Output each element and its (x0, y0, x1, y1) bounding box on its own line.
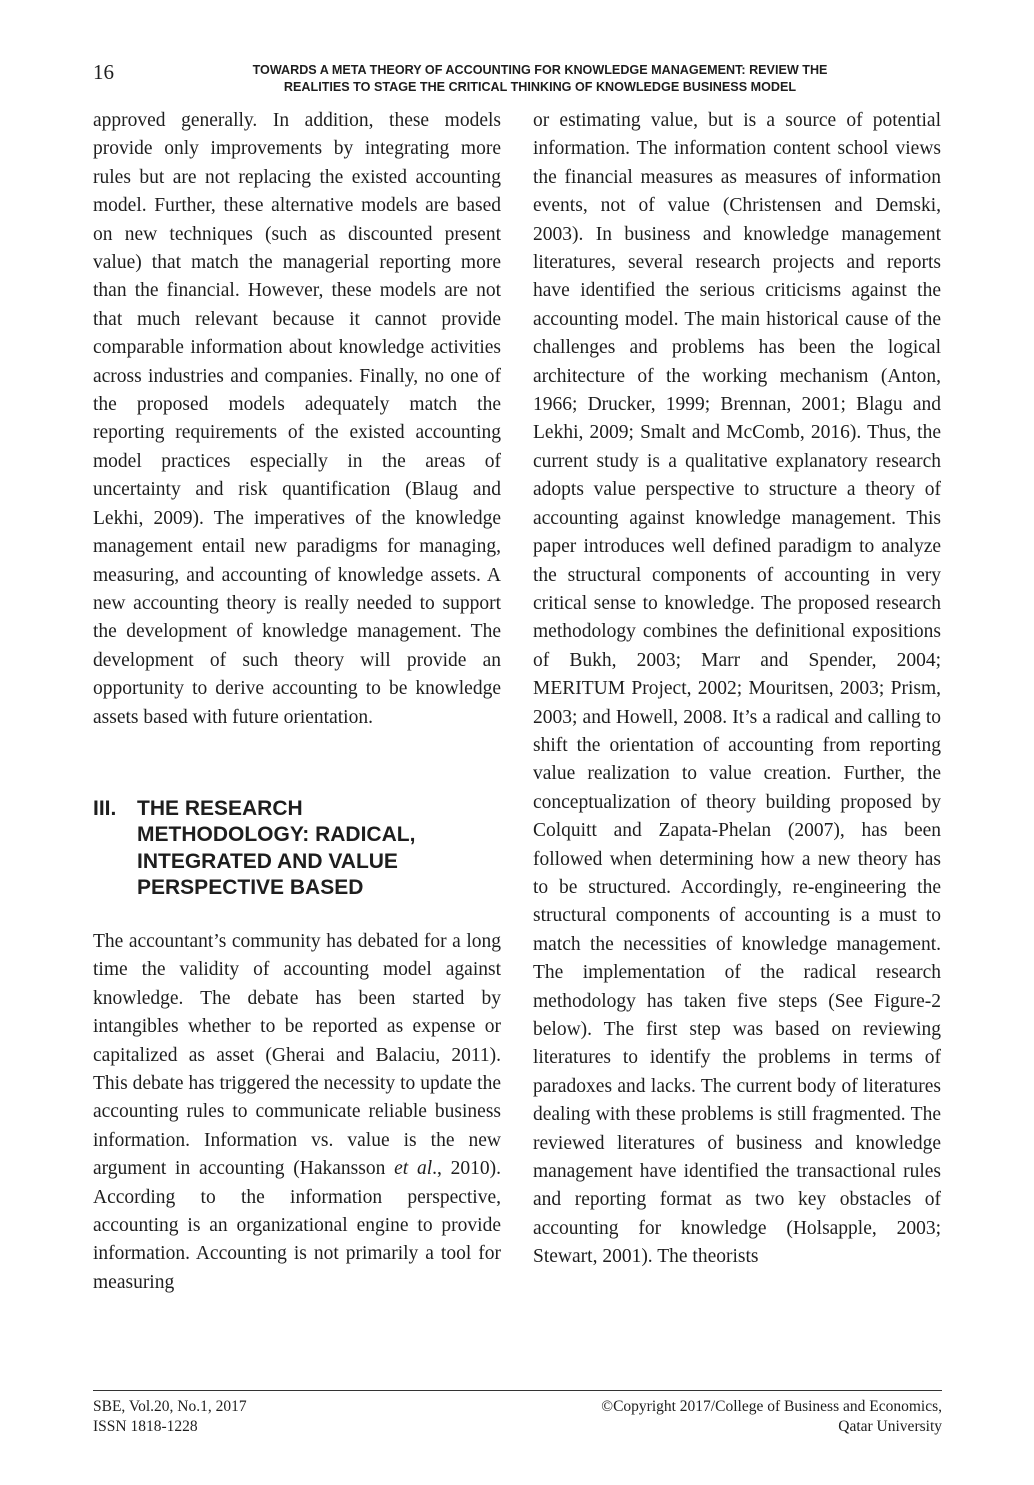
footer-divider (93, 1390, 942, 1391)
footer-university: Qatar University (838, 1418, 942, 1435)
section-heading (93, 796, 501, 902)
right-column (533, 107, 941, 1272)
section-heading-text-1: THE RESEARCH (137, 796, 303, 820)
running-title-line-2: REALITIES TO STAGE THE CRITICAL THINKING OF KNOWLEDGE BUSINESS MODEL (283, 80, 797, 94)
running-title-line-1: TOWARDS A META THEORY OF ACCOUNTING FOR KNOWLEDGE MANAGEMENT: REVIEW THE (252, 63, 828, 77)
left-paragraph-2-part-1: The accountant’s community has debated for a long time the validity of accounting model against knowledge. The debate has been started by intangibles whether to be reported as expense or capitalized as asset (Gherai and Balaciu, 2011). This debate has triggered the necessity to update the accounting rules to communicate reliable business information. Information vs. value is the new argument in accounting (Hakansson (93, 930, 501, 1180)
section-heading-line-4: PERSPECTIVE BASED (137, 876, 364, 900)
left-paragraph-2 (93, 928, 501, 1297)
left-column (93, 107, 501, 1297)
section-heading-line-2: METHODOLOGY: RADICAL, (137, 823, 416, 847)
footer-copyright-info (601, 1397, 942, 1437)
left-paragraph-2-part-2: ., 2010). According to the information perspective, accounting is an organizational engine to provide information. Accounting is not primarily a tool for measuring (93, 1158, 501, 1293)
citation-et-al: et al (394, 1158, 433, 1180)
section-number: III. (93, 796, 117, 820)
section-heading-line-3: INTEGRATED AND VALUE (137, 849, 398, 873)
footer-journal-info (93, 1397, 247, 1437)
page-number: 16 (93, 60, 114, 84)
right-paragraph-1: or estimating value, but is a source of potential information. The information content school views the financial measures as measures of information events, not of value (Christensen and Demski, 2003). In business and knowledge management literatures, several research projects and reports have identified the serious criticisms against the accounting model. The main historical cause of the challenges and problems has been the logical architecture of the working mechanism (Anton, 1966; Drucker, 1999; Brennan, 2001; Blagu and Lekhi, 2009; Smalt and McComb, 2016). Thus, the current study is a qualitative explanatory research adopts value perspective to structure a theory of accounting against knowledge management. This paper introduces well defined paradigm to analyze the structural components of accounting in very critical sense to knowledge. The proposed research methodology combines the definitional expositions of Bukh, 2003; Marr and Spender, 2004; MERITUM Project, 2002; Mouritsen, 2003; Prism, 2003; and Howell, 2008. It’s a radical and calling to shift the orientation of accounting from reporting value realization to value creation. Further, the conceptualization of theory building proposed by Colquitt and Zapata-Phelan (2007), has been followed when determining how a new theory has to be structured. Accordingly, re-engineering the structural components of accounting is a must to match the necessities of knowledge management. The implementation of the radical research methodology has taken five steps (See Figure-2 below). The first step was based on reviewing literatures to identify the problems in terms of paradoxes and lacks. The current body of literatures dealing with these problems is still fragmented. The reviewed literatures of business and knowledge management have identified the transactional rules and reporting format as two key obstacles of accounting for knowledge (Holsapple, 2003; Stewart, 2001). The theorists (533, 110, 941, 1268)
footer-copyright: ©Copyright 2017/College of Business and Economics, (601, 1398, 942, 1415)
running-title (120, 62, 960, 96)
footer-journal: SBE, Vol.20, No.1, 2017 (93, 1398, 247, 1415)
left-paragraph-1: approved generally. In addition, these models provide only improvements by integrating more rules but are not replacing the existed accounting model. Further, these alternative models are based on new techniques (such as discounted present value) that match the managerial reporting more than the financial. However, these models are not that much relevant because it cannot provide comparable information about knowledge activities across industries and companies. Finally, no one of the proposed models adequately match the reporting requirements of the existed accounting model practices especially in the areas of uncertainty and risk quantification (Blaug and Lekhi, 2009). The imperatives of the knowledge management entail new paradigms for managing, measuring, and accounting of knowledge assets. A new accounting theory is really needed to support the development of knowledge management. The development of such theory will provide an opportunity to derive accounting to be knowledge assets based with future orientation. (93, 110, 501, 728)
footer-issn: ISSN 1818-1228 (93, 1418, 198, 1435)
section-heading-line-1 (93, 796, 501, 823)
